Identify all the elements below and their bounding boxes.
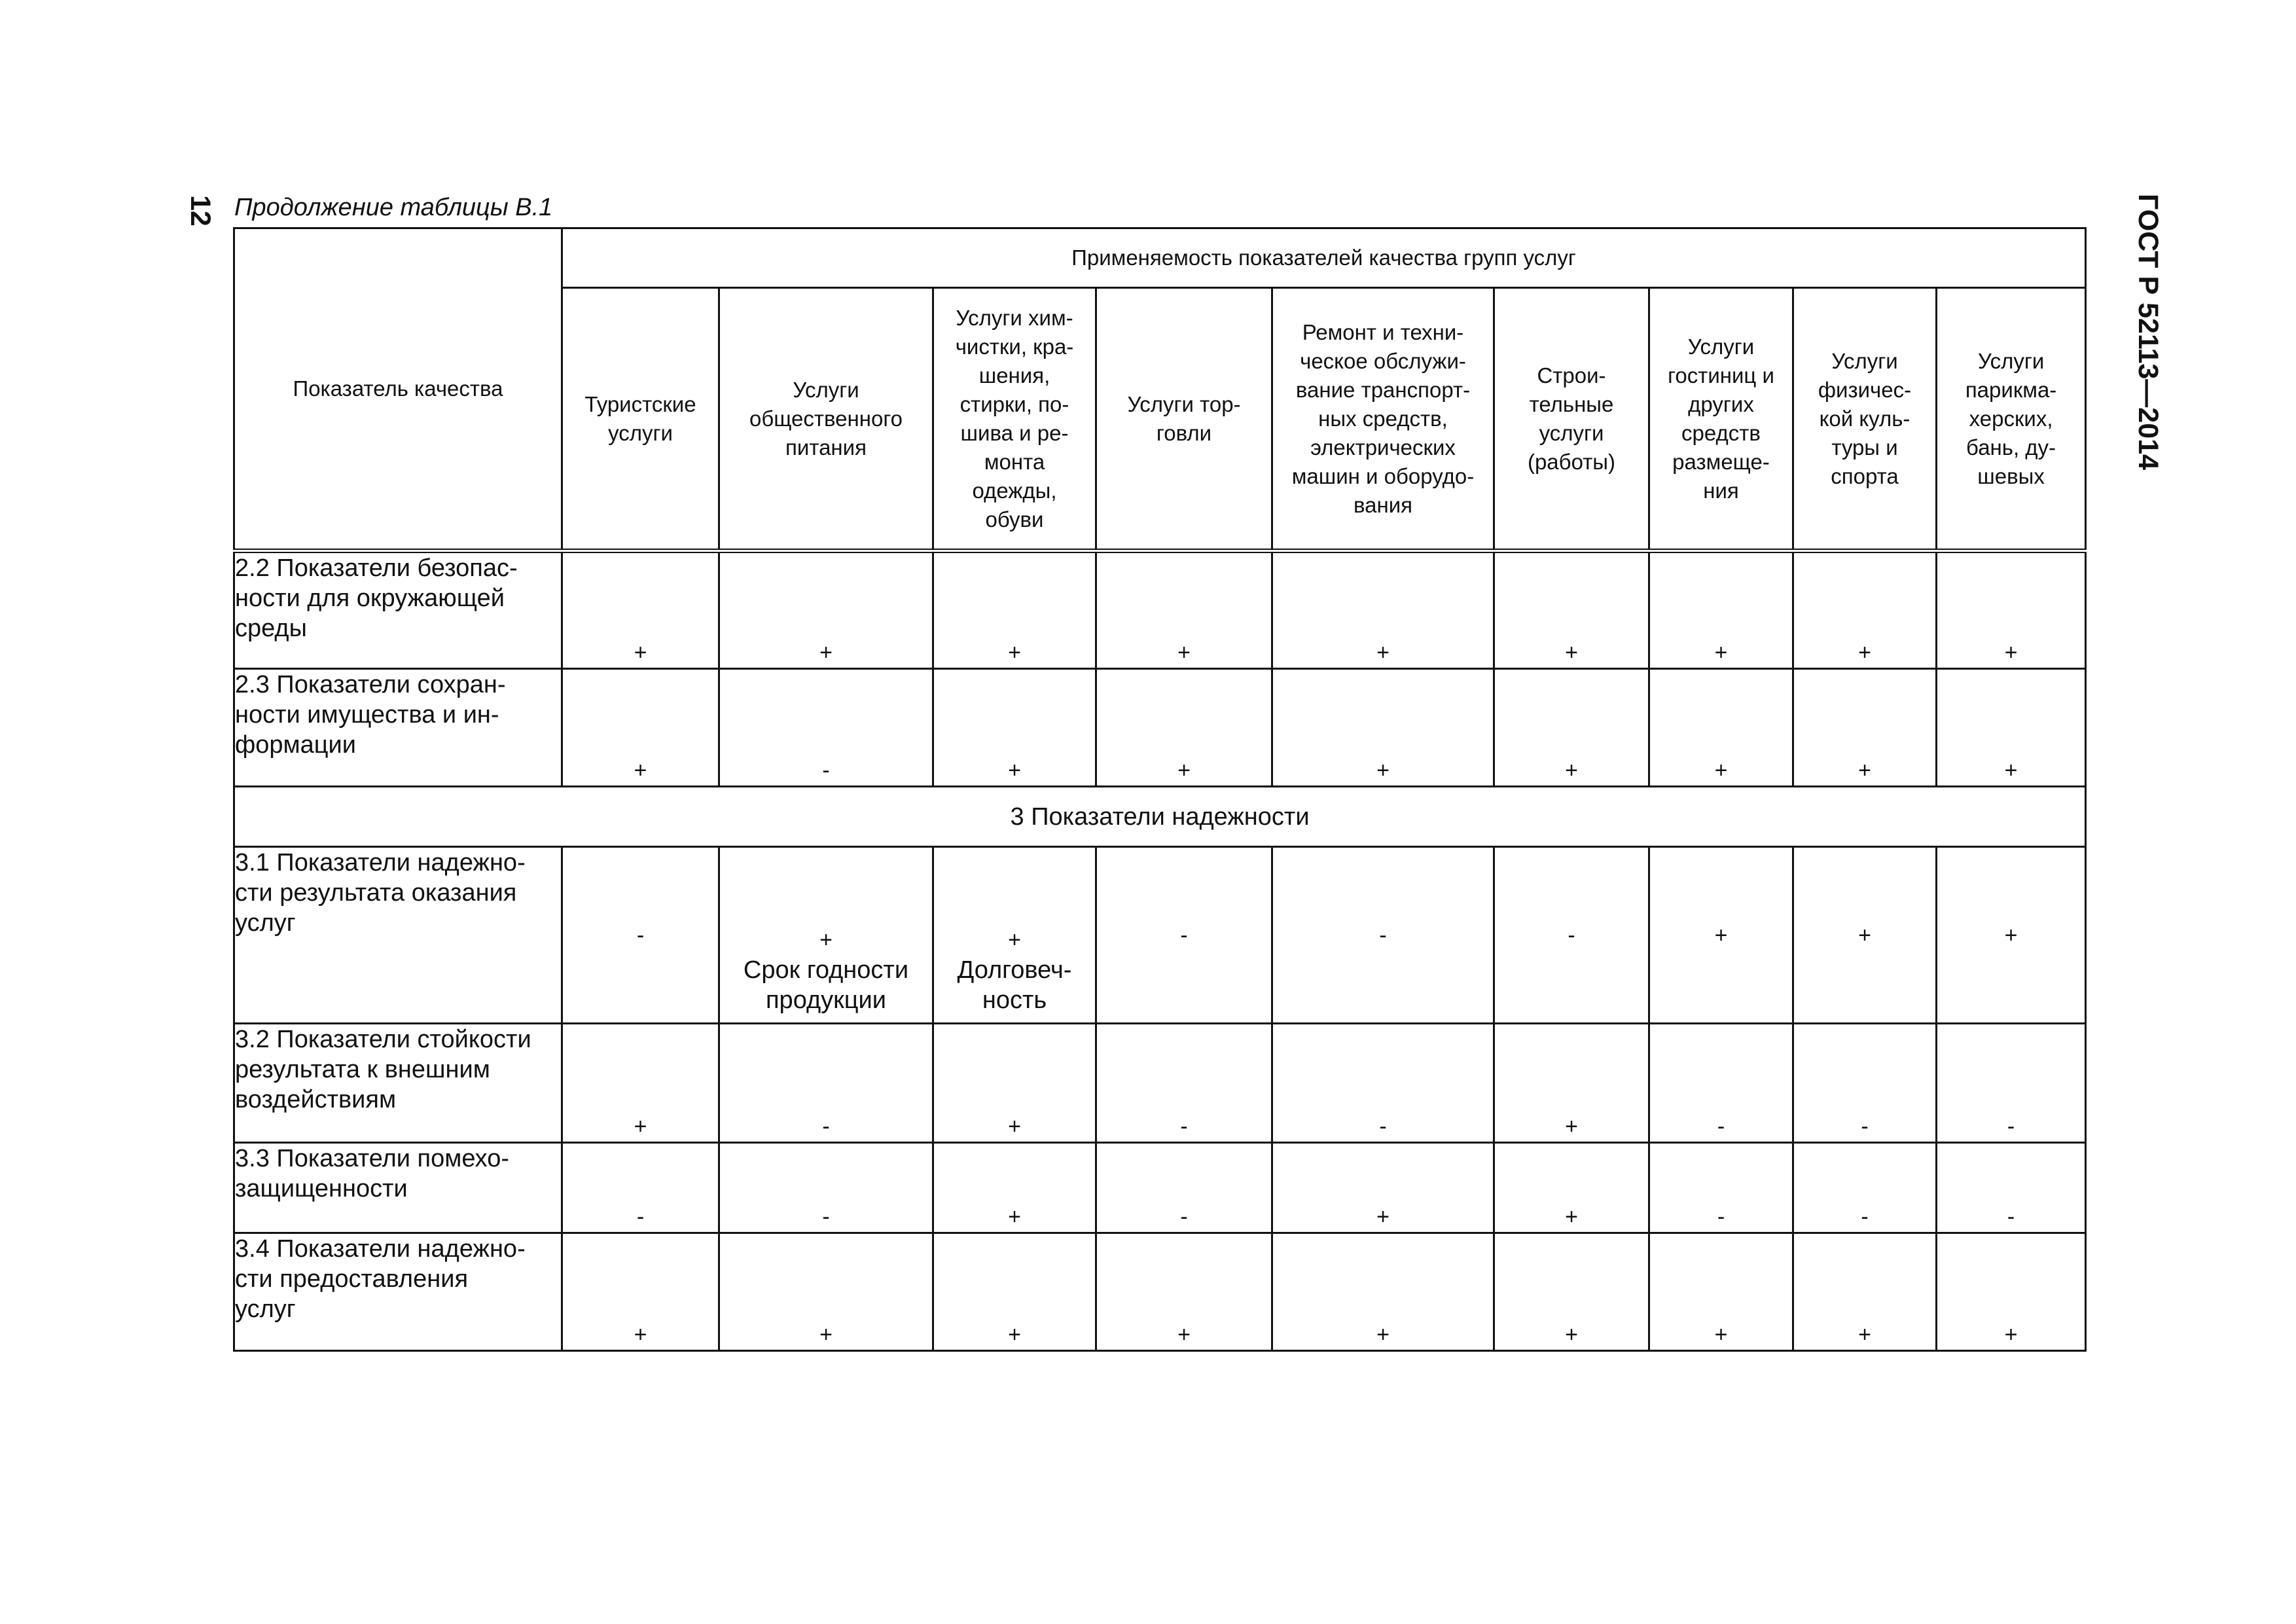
column-header-line: Услуги [1977, 348, 2045, 373]
applicability-cell [1937, 1143, 2086, 1233]
indicator-line: сти результата оказания [235, 879, 517, 907]
document-code: ГОСТ Р 52113—2014 [2132, 194, 2164, 470]
applicability-mark: + [1376, 1322, 1390, 1347]
applicability-mark: + [819, 928, 833, 952]
column-header-line: ных средств, [1318, 406, 1448, 431]
applicability-cell [1096, 847, 1272, 1024]
indicator-line: услуг [235, 1295, 296, 1323]
applicability-cell [1272, 1233, 1494, 1351]
column-header-line: машин и оборудо- [1291, 463, 1475, 488]
applicability-mark: - [1861, 1204, 1869, 1229]
applicability-mark: - [822, 1114, 830, 1139]
column-header-line: шевых [1977, 463, 2045, 488]
applicability-mark: - [636, 1204, 645, 1229]
indicator-line: результата к внешним [235, 1056, 490, 1083]
applicability-cell [1494, 847, 1649, 1024]
applicability-cell [1793, 1024, 1937, 1143]
indicator-line: ности имущества и ин- [235, 701, 499, 729]
applicability-mark: - [2007, 1114, 2015, 1139]
applicability-cell [933, 1233, 1096, 1351]
applicability-cell [1096, 1024, 1272, 1143]
indicator-header: Показатель качества [234, 228, 562, 551]
column-header-line: кой куль- [1819, 406, 1910, 431]
applicability-cell [1937, 1233, 2086, 1351]
applicability-cell [1272, 1143, 1494, 1233]
applicability-cell [1096, 551, 1272, 669]
applicability-cell [1272, 1024, 1494, 1143]
applicability-cell [562, 1024, 719, 1143]
column-header-5 [1272, 288, 1494, 551]
applicability-cell [1793, 551, 1937, 669]
applicability-cell [1494, 1233, 1649, 1351]
applicability-mark: + [1008, 1114, 1021, 1139]
indicator-cell [234, 1024, 562, 1143]
applicability-cell [562, 1233, 719, 1351]
applicability-mark: + [634, 1322, 647, 1347]
applicability-mark: + [1714, 758, 1728, 783]
column-header-line: чистки, кра- [955, 334, 1074, 359]
column-header-line: размеще- [1672, 449, 1770, 474]
applicability-mark: + [1008, 928, 1021, 952]
column-header-line: вания [1353, 492, 1413, 517]
applicability-table [233, 227, 2087, 1352]
applicability-mark: + [2004, 640, 2018, 665]
section-row [234, 787, 2086, 847]
applicability-mark: + [1008, 1204, 1021, 1229]
applicability-cell [1649, 847, 1793, 1024]
indicator-cell [234, 1143, 562, 1233]
applicability-mark: - [822, 758, 830, 783]
table-header [234, 228, 2086, 551]
applicability-mark: + [1565, 1114, 1578, 1139]
applicability-cell [1937, 669, 2086, 787]
applicability-cell [1096, 669, 1272, 787]
column-header-line: шива и ре- [960, 420, 1069, 445]
applicability-mark: + [1565, 1322, 1578, 1347]
applicability-mark: + [1008, 640, 1021, 665]
column-header-line: средств [1681, 420, 1761, 445]
applicability-mark: + [1714, 922, 1728, 948]
column-header-9 [1937, 288, 2086, 551]
applicability-cell [933, 1143, 1096, 1233]
indicator-cell [234, 551, 562, 669]
indicator-line: среды [235, 615, 307, 642]
column-header-line: Услуги [1687, 334, 1755, 359]
applicability-mark: - [822, 1204, 830, 1229]
applicability-cell [933, 669, 1096, 787]
applicability-cell [719, 1143, 933, 1233]
applicability-mark: + [819, 1322, 833, 1347]
column-header-line: Услуги хим- [956, 305, 1073, 330]
applicability-mark: - [1717, 1114, 1725, 1139]
applicability-mark: + [2004, 922, 2018, 948]
column-header-1 [562, 288, 719, 551]
applicability-note: продукции [765, 986, 887, 1014]
applicability-cell [933, 551, 1096, 669]
applicability-mark: + [1565, 758, 1578, 783]
column-header-line: ния [1703, 478, 1739, 503]
column-header-line: одежды, [972, 478, 1057, 503]
applicability-cell [719, 551, 933, 669]
indicator-line: 3.3 Показатели помехо- [235, 1145, 510, 1172]
applicability-cell [562, 847, 719, 1024]
applicability-cell [1494, 1143, 1649, 1233]
applicability-cell [1649, 1233, 1793, 1351]
indicator-cell [234, 1233, 562, 1351]
applicability-mark: + [634, 1114, 647, 1139]
applicability-mark: + [1177, 758, 1191, 783]
applicability-mark: + [2004, 758, 2018, 783]
indicator-line: 3.4 Показатели надежно- [235, 1235, 526, 1263]
applicability-mark: - [1180, 1204, 1188, 1229]
applicability-cell [1494, 1024, 1649, 1143]
indicator-line: ности для окружающей [235, 585, 505, 612]
applicability-mark: - [1568, 922, 1575, 948]
applicability-cell [1096, 1233, 1272, 1351]
applicability-cell [933, 847, 1096, 1024]
indicator-line: воздействиям [235, 1086, 397, 1113]
applicability-cell [719, 669, 933, 787]
column-header-6 [1494, 288, 1649, 551]
column-header-line: обуви [985, 507, 1044, 532]
applicability-mark: + [1565, 640, 1578, 665]
column-header-line: гостиниц и [1668, 363, 1774, 388]
column-header-line: бань, ду- [1966, 435, 2056, 460]
page-number: 12 [185, 195, 216, 226]
column-header-line: услуги [1539, 420, 1604, 445]
applicability-cell [933, 1024, 1096, 1143]
applicability-mark: + [1008, 758, 1021, 783]
applicability-cell [719, 1233, 933, 1351]
column-header-line: говли [1156, 420, 1212, 445]
applicability-cell [1494, 551, 1649, 669]
column-header-line: вание транспорт- [1295, 377, 1471, 402]
applicability-cell [1937, 551, 2086, 669]
applicability-cell [1096, 1143, 1272, 1233]
column-header-line: других [1688, 391, 1754, 416]
indicator-cell [234, 669, 562, 787]
column-header-line: электрических [1310, 435, 1456, 460]
applicability-cell [1649, 669, 1793, 787]
indicator-line: формации [235, 731, 357, 759]
applicability-mark: - [1379, 922, 1387, 948]
applicability-cell [1494, 669, 1649, 787]
applicability-mark: + [1008, 1322, 1021, 1347]
indicator-line: защищенности [235, 1175, 408, 1202]
column-header-line: общественного [749, 406, 903, 431]
column-header-line: Услуги [1831, 348, 1898, 373]
applicability-cell [1937, 1024, 2086, 1143]
column-header-7 [1649, 288, 1793, 551]
applicability-mark: + [1858, 758, 1871, 783]
applicability-note: Срок годности [743, 956, 909, 984]
indicator-cell [234, 847, 562, 1024]
column-header-line: ческое обслужи- [1300, 348, 1466, 373]
column-header-line: Услуги тор- [1127, 391, 1241, 416]
group-header: Применяемость показателей качества групп услуг [562, 228, 2086, 288]
column-header-line: спорта [1831, 463, 1899, 488]
applicability-mark: + [2004, 1322, 2018, 1347]
table-row [234, 669, 2086, 787]
table-row [234, 1024, 2086, 1143]
applicability-mark: - [1379, 1114, 1387, 1139]
column-header-line: Строи- [1537, 363, 1606, 388]
applicability-mark: + [634, 758, 647, 783]
applicability-mark: + [1714, 1322, 1728, 1347]
applicability-note: ность [982, 986, 1047, 1014]
applicability-mark: - [1180, 922, 1188, 948]
applicability-note: Долговеч- [957, 956, 1072, 984]
applicability-cell [1937, 847, 2086, 1024]
table-row [234, 847, 2086, 1024]
applicability-mark: + [1376, 1204, 1390, 1229]
applicability-cell [1793, 847, 1937, 1024]
applicability-cell [1793, 1143, 1937, 1233]
applicability-mark: - [2007, 1204, 2015, 1229]
column-header-line: туры и [1831, 435, 1898, 460]
column-header-line: монта [984, 449, 1045, 474]
applicability-cell [719, 847, 933, 1024]
applicability-cell [1272, 669, 1494, 787]
applicability-cell [1793, 1233, 1937, 1351]
column-header-8 [1793, 288, 1937, 551]
applicability-cell [719, 1024, 933, 1143]
indicator-line: услуг [235, 909, 296, 937]
column-header-line: Ремонт и техни- [1302, 319, 1464, 344]
table-row [234, 551, 2086, 669]
applicability-mark: + [1376, 758, 1390, 783]
indicator-line: 3.1 Показатели надежно- [235, 849, 526, 876]
applicability-mark: + [819, 640, 833, 665]
applicability-mark: - [1180, 1114, 1188, 1139]
table-body [234, 551, 2086, 1351]
column-header-line: Услуги [793, 377, 859, 402]
applicability-mark: + [1714, 640, 1728, 665]
applicability-mark: + [1565, 1204, 1578, 1229]
applicability-mark: + [1177, 1322, 1191, 1347]
applicability-mark: + [1376, 640, 1390, 665]
indicator-line: 3.2 Показатели стойкости [235, 1026, 531, 1053]
column-header-2 [719, 288, 933, 551]
applicability-mark: + [1177, 640, 1191, 665]
column-header-line: парикма- [1965, 377, 2057, 402]
applicability-cell [562, 1143, 719, 1233]
applicability-cell [1649, 1024, 1793, 1143]
column-header-line: тельные [1529, 391, 1614, 416]
indicator-line: 2.3 Показатели сохран- [235, 671, 506, 698]
applicability-mark: + [1858, 1322, 1871, 1347]
applicability-cell [1272, 551, 1494, 669]
column-header-4 [1096, 288, 1272, 551]
column-header-line: стирки, по- [960, 391, 1069, 416]
column-header-line: Туристские [584, 391, 696, 416]
applicability-mark: - [1861, 1114, 1869, 1139]
applicability-cell [1649, 551, 1793, 669]
table-caption: Продолжение таблицы В.1 [234, 194, 553, 221]
applicability-cell [562, 551, 719, 669]
table-row [234, 1233, 2086, 1351]
applicability-mark: + [1858, 922, 1871, 948]
applicability-mark: + [1858, 640, 1871, 665]
table-row [234, 1143, 2086, 1233]
indicator-line: сти предоставления [235, 1265, 469, 1293]
column-header-line: херских, [1969, 406, 2053, 431]
applicability-cell [562, 669, 719, 787]
column-header-line: питания [785, 435, 867, 460]
indicator-line: 2.2 Показатели безопас- [235, 554, 518, 582]
column-header-line: шения, [978, 363, 1050, 388]
applicability-cell [1272, 847, 1494, 1024]
column-header-line: физичес- [1818, 377, 1912, 402]
column-header-3 [933, 288, 1096, 551]
section-title: 3 Показатели надежности [234, 787, 2086, 847]
applicability-cell [1649, 1143, 1793, 1233]
column-header-line: (работы) [1527, 449, 1616, 474]
applicability-mark: - [1717, 1204, 1725, 1229]
applicability-cell [1793, 669, 1937, 787]
applicability-mark: - [636, 922, 645, 948]
column-header-line: услуги [608, 420, 673, 445]
applicability-mark: + [634, 640, 647, 665]
